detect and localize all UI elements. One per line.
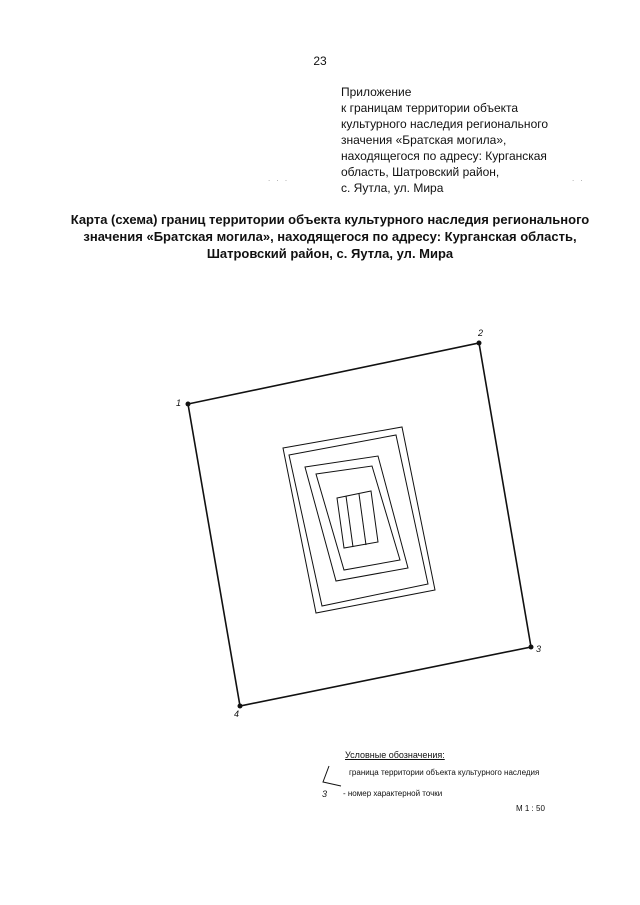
title-line: Карта (схема) границ территории объекта культурного наследия регионального [70,212,590,227]
title-line: Шатровский район, с. Яутла, ул. Мира [206,246,454,261]
point-label: 4 [234,709,240,719]
appendix-line: с. Яутла, ул. Мира [341,181,444,195]
appendix-line: Приложение [341,85,412,99]
legend-point-label: - номер характерной точки [343,789,443,798]
appendix-line: находящегося по адресу: Курганская [341,149,547,163]
vertex-markers [186,341,534,709]
appendix-line: к границам территории объекта [341,101,519,115]
appendix-line: значения «Братская могила», [341,133,507,147]
legend-point-sample: 3 [322,789,328,799]
point-label: 2 [478,328,484,338]
point-label: 3 [536,644,542,654]
appendix-line: культурного наследия регионального [341,117,549,131]
legend-title: Условные обозначения: [345,750,445,760]
legend-boundary-symbol [323,766,341,786]
territory-boundary [188,343,531,706]
vertex-point [477,341,482,346]
vertex-point [186,402,191,407]
dotted-mark: . . [572,174,585,183]
dotted-mark: . . . [268,174,290,183]
title-line: значения «Братская могила», находящегося по адресу: Курганская область, [83,229,577,244]
scale-label: М 1 : 50 [516,804,545,813]
monument-outline [283,427,435,613]
vertex-point [238,704,243,709]
vertex-point [529,645,534,650]
page-number: 23 [313,54,327,68]
point-label: 1 [176,398,182,408]
appendix-line: область, Шатровский район, [341,165,500,179]
legend-boundary-label: граница территории объекта культурного наследия [349,768,540,777]
